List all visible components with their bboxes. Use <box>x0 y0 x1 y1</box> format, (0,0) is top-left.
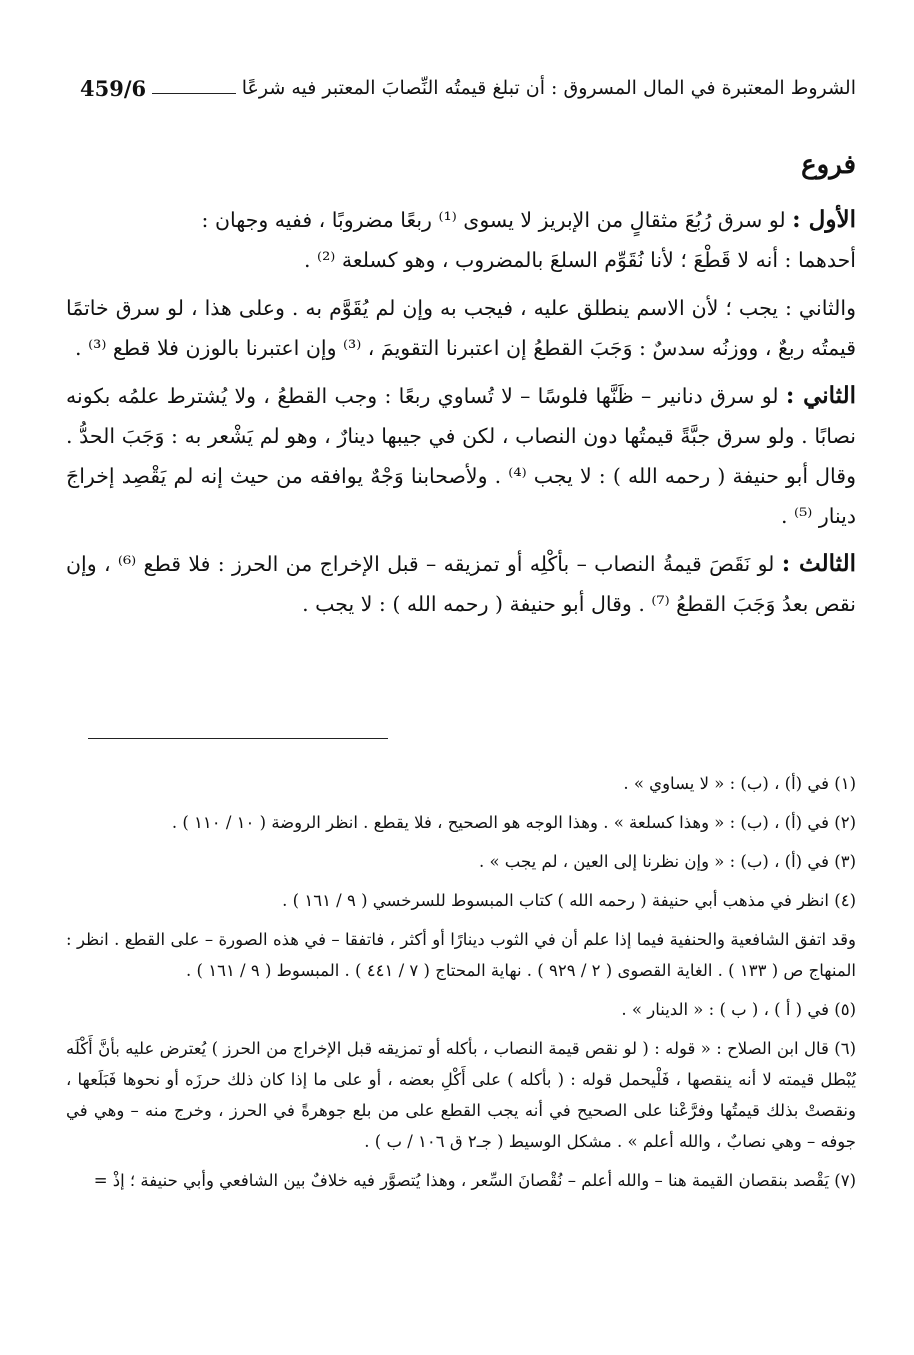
footnote-continuation: وقد اتفق الشافعية والحنفية فيما إذا علم أن في الثوب دينارًا أو أكثر ، فاتفقا – في هذه الصورة – على القطع . انظر : المنهاج ص ( ١٣٣ ) . الغاية القصوى ( ٢ / ٩٢٩ ) . نهاية المحتاج ( ٧ / ٤٤١ ) . المبسوط ( ٩ / ١٦١ ) . <box>66 930 856 980</box>
footnote: (٦) قال ابن الصلاح : « قوله : ( لو نقص قيمة النصاب ، بأكله أو تمزيقه قبل الإخراج من الحرز ) يُعترض عليه بأنَّ أَكْلَه يُبْطل قيمته لا أنه ينقصها ، فَلْيحمل قوله : ( بأكله ) على أَكْلِ بعضه ، أو على ما إذا كان ذلك حرزَه أو نحوها فَبَلَعها ، ونقصتْ بذلك قيمتُها وفرَّعْنا على الصحيح في أنه يجب القطع على من بلع جوهرةً في الحرز ، وخرج منه – وهي في جوفه – وهي نصابٌ ، والله أعلم » . مشكل الوسيط ( جـ٢ ق ١٠٦ / ب ) . <box>66 1039 856 1151</box>
paragraph-lead: الأول : <box>792 206 856 233</box>
footnote: (٤) انظر في مذهب أبي حنيفة ( رحمه الله ) كتاب المبسوط للسرخسي ( ٩ / ١٦١ ) . <box>282 891 856 910</box>
section-heading: فروع <box>801 150 856 180</box>
paragraph-lead: الثالث : <box>781 550 856 577</box>
paragraph-text: لو سرق رُبُعَ مثقالٍ من الإبريز لا يسوى ⁽¹⁾ ربعًا مضروبًا ، ففيه وجهان : <box>201 208 793 232</box>
paragraph-second-view <box>66 288 856 368</box>
paragraph-text: لو نَقَصَ قيمةُ النصاب – بأكْلِه أو تمزيقه – قبل الإخراج من الحرز : فلا قطع ⁽⁶⁾ ، وإن نقص بعدُ وَجَبَ القطعُ ⁽⁷⁾ . وقال أبو حنيفة ( رحمه الله ) : لا يجب . <box>66 552 856 616</box>
running-header <box>80 70 856 106</box>
footnote-separator <box>88 738 388 739</box>
paragraph-first-view <box>66 240 856 280</box>
paragraph-third <box>66 544 856 624</box>
main-text <box>66 200 856 624</box>
paragraph-lead: الثاني : <box>785 382 857 409</box>
footnote: (٢) في (أ) ، (ب) : « وهذا كسلعة » . وهذا الوجه هو الصحيح ، فلا يقطع . انظر الروضة ( ١٠ / ١١٠ ) . <box>171 813 856 832</box>
footnote: (٧) يَقْصد بنقصان القيمة هنا – والله أعلم – نُقْصانَ السِّعر ، وهذا يُتصوَّر فيه خلافٌ بين الشافعي وأبي حنيفة ؛ إذْ = <box>93 1171 856 1190</box>
footnote: (٣) في (أ) ، (ب) : « وإن نظرنا إلى العين ، لم يجب » . <box>478 852 856 871</box>
footnote: (١) في (أ) ، (ب) : « لا يساوي » . <box>623 774 856 793</box>
paragraph-second <box>66 376 856 536</box>
footnotes <box>66 768 856 1196</box>
paragraph-text: لو سرق دنانير – ظَنَّها فلوسًا – لا تُساوي ربعًا : وجب القطعُ ، ولا يُشترط علمُه بكونه نصابًا . ولو سرق جبَّةً قيمتُها دون النصاب ، لكن في جيبها دينارٌ ، وهو لم يَشْعر به : وَجَبَ الحدُّ . وقال أبو حنيفة ( رحمه الله ) : لا يجب ⁽⁴⁾ . ولأصحابنا وَجْهٌ يوافقه من حيث إنه لم يَقْصِد إخراجَ دينار ⁽⁵⁾ . <box>66 384 857 528</box>
page-number: 459/6 <box>80 75 147 101</box>
paragraph-text: والثاني : يجب ؛ لأن الاسم ينطلق عليه ، فيجب به وإن لم يُقَوَّم به . وعلى هذا ، لو سرق خاتمًا قيمتُه ربعٌ ، ووزنُه سدسٌ : وَجَبَ القطعُ إن اعتبرنا التقويمَ ، ⁽³⁾ وإن اعتبرنا بالوزن فلا قطع ⁽³⁾ . <box>66 296 856 360</box>
header-title: الشروط المعتبرة في المال المسروق : أن تبلغ قيمتُه النِّصابَ المعتبر فيه شرعًا <box>241 77 856 99</box>
paragraph-first <box>66 200 856 240</box>
footnote: (٥) في ( أ ) ، ( ب ) : « الدينار » . <box>621 1000 856 1019</box>
header-rule <box>152 93 236 94</box>
paragraph-text: أحدهما : أنه لا قَطْعَ ؛ لأنا نُقَوِّم السلعَ بالمضروب ، وهو كسلعة ⁽²⁾ . <box>303 248 856 272</box>
